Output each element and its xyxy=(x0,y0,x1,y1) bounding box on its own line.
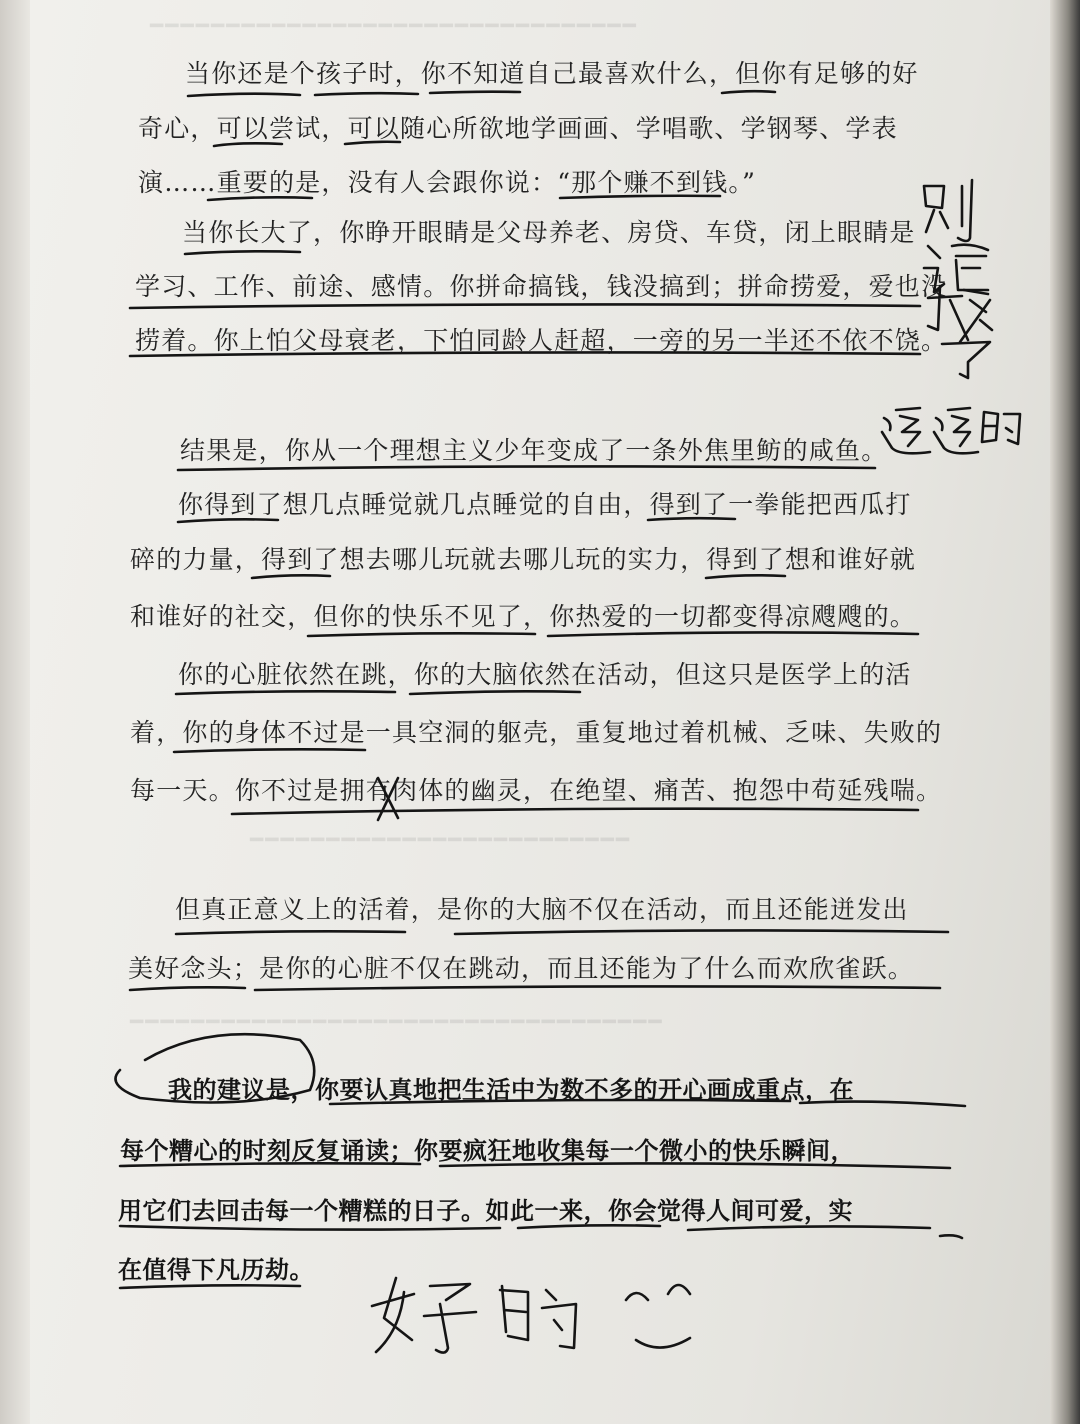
text-line: 捞着。你上怕父母衰老，下怕同龄人赶超，一旁的另一半还不依不饶。 xyxy=(135,326,948,355)
text-line: 但真正意义上的活着，是你的大脑不仅在活动，而且还能迸发出 xyxy=(175,895,909,924)
text-line: 每个糟心的时刻反复诵读；你要疯狂地收集每一个微小的快乐瞬间， xyxy=(120,1137,855,1165)
page-stack-edge xyxy=(1050,0,1080,1424)
show-through-text: ━━━━━━━━━━━━━━━━━━━━━━━━━ xyxy=(250,828,632,853)
show-through-text: ━━━━━━━━━━━━━━━━━━━━━━━━━━━━━━━━━━━ xyxy=(130,1010,664,1035)
text-line: 在值得下凡历劫。 xyxy=(118,1256,314,1284)
text-line: 和谁好的社交，但你的快乐不见了，你热爱的一切都变得凉飕飕的。 xyxy=(130,602,917,631)
facing-page-edge xyxy=(0,0,30,1424)
text-line: 奇心，可以尝试，可以随心所欲地学画画、学唱歌、学钢琴、学表 xyxy=(138,114,898,143)
text-line: 每一天。你不过是拥有肉体的幽灵，在绝望、痛苦、抱怨中苟延残喘。 xyxy=(130,776,943,805)
text-line: 你的心脏依然在跳，你的大脑依然在活动，但这只是医学上的活 xyxy=(178,660,912,689)
text-line: 着，你的身体不过是一具空洞的躯壳，重复地过着机械、乏味、失败的 xyxy=(130,718,943,747)
text-line: 学习、工作、前途、感情。你拼命搞钱，钱没搞到；拼命捞爱，爱也没 xyxy=(135,272,948,301)
text-line: 演……重要的是，没有人会跟你说：“那个赚不到钱。” xyxy=(138,168,757,197)
text-line: 你得到了想几点睡觉就几点睡觉的自由，得到了一拳能把西瓜打 xyxy=(178,490,912,519)
text-line: 用它们去回击每一个糟糕的日子。如此一来，你会觉得人间可爱，实 xyxy=(118,1197,853,1225)
show-through-text: ━━━━━━━━━━━━━━━━━━━━━━━━━━━━━━━━ xyxy=(150,14,638,39)
text-line: 美好念头；是你的心脏不仅在跳动，而且还能为了什么而欢欣雀跃。 xyxy=(128,954,915,983)
text-line: 碎的力量，得到了想去哪儿玩就去哪儿玩的实力，得到了想和谁好就 xyxy=(130,545,917,574)
text-line: 结果是，你从一个理想主义少年变成了一条外焦里鲂的咸鱼。 xyxy=(180,436,888,465)
text-line: 我的建议是，你要认真地把生活中为数不多的开心画成重点，在 xyxy=(168,1076,854,1104)
text-line: 当你还是个孩子时，你不知道自己最喜欢什么，但你有足够的好 xyxy=(185,59,919,88)
text-line: 当你长大了，你睁开眼睛是父母养老、房贷、车贷，闭上眼睛是 xyxy=(182,218,916,247)
